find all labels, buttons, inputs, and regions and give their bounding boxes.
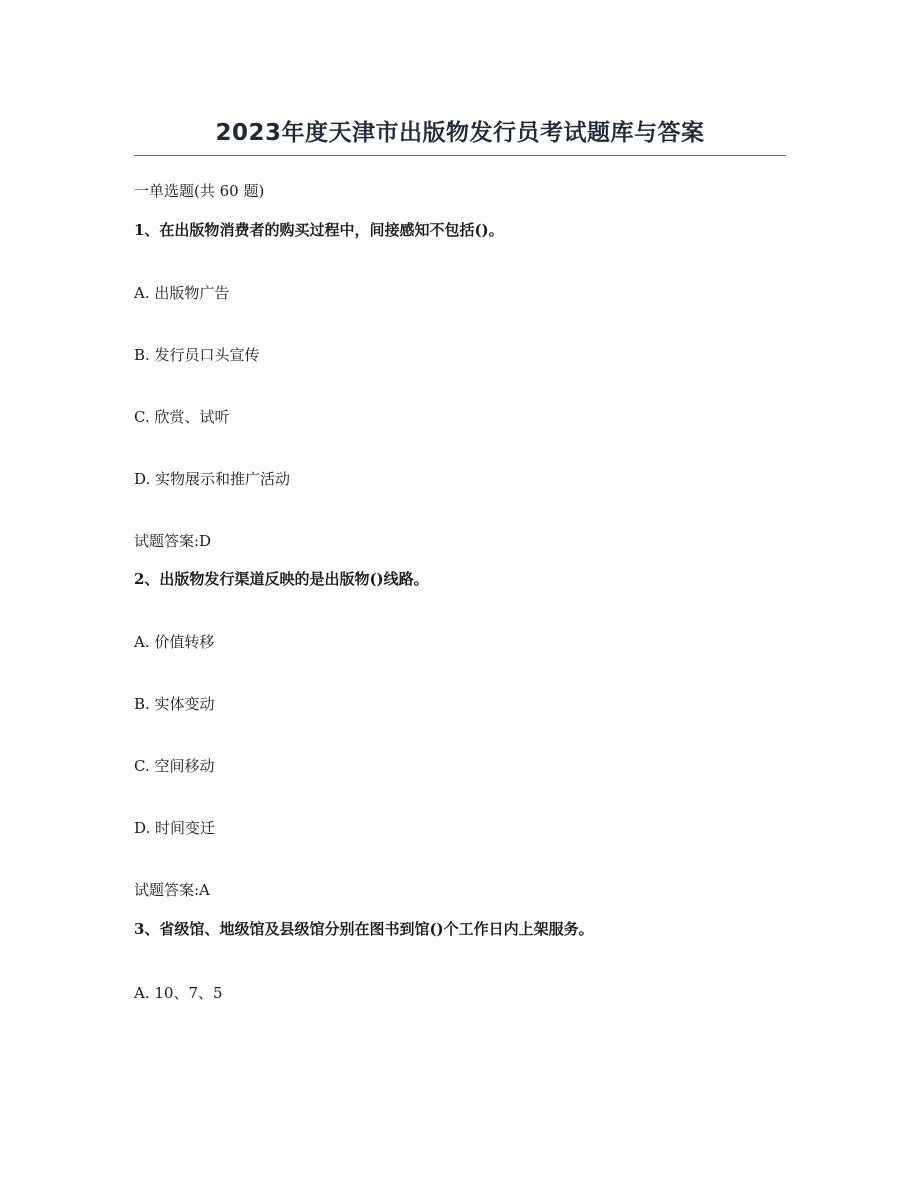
title-divider [134,155,786,156]
question-1-option-b: B. 发行员口头宣传 [134,346,260,364]
question-2-text: 2、出版物发行渠道反映的是出版物()线路。 [134,570,429,588]
question-1-answer: 试题答案:D [134,532,212,550]
question-2-option-b: B. 实体变动 [134,695,215,713]
question-1-option-a: A. 出版物广告 [134,284,230,302]
question-3-text: 3、省级馆、地级馆及县级馆分别在图书到馆()个工作日内上架服务。 [134,920,594,938]
question-1-option-c: C. 欣赏、试听 [134,408,230,426]
question-1-text: 1、在出版物消费者的购买过程中，间接感知不包括()。 [134,221,504,239]
page-title: 2023年度天津市出版物发行员考试题库与答案 [215,120,705,146]
question-2-option-c: C. 空间移动 [134,757,215,775]
question-3-option-a: A. 10、7、5 [134,984,223,1002]
question-1-option-d: D. 实物展示和推广活动 [134,470,291,488]
section-heading: 一单选题(共 60 题) [134,182,265,200]
question-2-option-d: D. 时间变迁 [134,819,216,837]
question-2-answer: 试题答案:A [134,881,210,899]
question-2-option-a: A. 价值转移 [134,633,215,651]
